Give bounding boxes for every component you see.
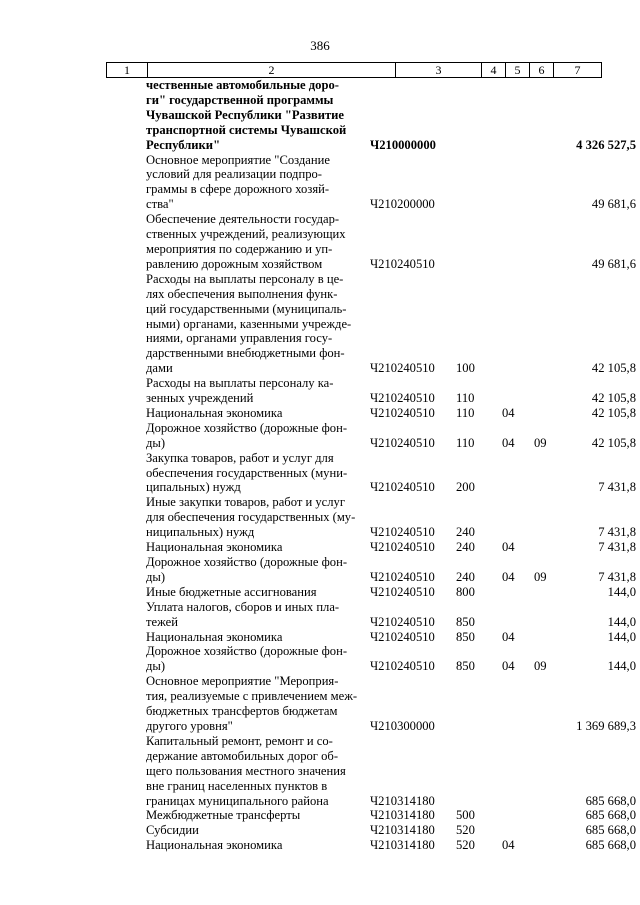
row-section: [502, 272, 534, 376]
row-code: Ч210240510: [370, 391, 435, 406]
row-section: 04: [502, 405, 515, 420]
row-sum: 42 105,8: [591, 391, 636, 406]
row-sum: 7 431,8: [598, 540, 636, 555]
table-row: [0, 838, 640, 853]
table-row: [0, 406, 640, 421]
row-section: [502, 212, 534, 272]
row-section: [502, 585, 534, 600]
row-code: Ч210314180: [370, 823, 435, 838]
table-row: [0, 451, 640, 496]
row-section: 04: [502, 838, 515, 853]
row-expense-type: 240: [456, 569, 475, 584]
row-expense-type: 110: [456, 391, 475, 406]
table-row: [0, 585, 640, 600]
row-subsection: [534, 823, 560, 838]
table-row: [0, 153, 640, 213]
table-row: [0, 808, 640, 823]
row-expense-type: 850: [456, 629, 475, 644]
row-sum: 42 105,8: [591, 435, 636, 450]
row-expense-type: 240: [456, 525, 475, 540]
row-code: Ч210240510: [370, 480, 435, 495]
row-name: Основное мероприятие "Мероприя- тия, реализуемые с привлечением меж- бюджетных трансфертов бюджетам другого уровня": [146, 674, 358, 733]
row-subsection: [534, 451, 560, 496]
row-section: [502, 376, 534, 406]
row-sum: 42 105,8: [591, 405, 636, 420]
row-expense-type: [456, 734, 502, 809]
row-code: Ч210200000: [370, 197, 435, 212]
row-expense-type: 520: [456, 838, 475, 853]
row-code: Ч210240510: [370, 256, 435, 271]
row-section: [502, 600, 534, 630]
row-code: Ч210240510: [370, 614, 435, 629]
table-row: [0, 555, 640, 585]
row-code: Ч210240510: [370, 361, 435, 376]
row-code: Ч210300000: [370, 718, 435, 733]
row-subsection: [534, 153, 560, 213]
row-section: [502, 451, 534, 496]
row-section: 04: [502, 569, 515, 584]
row-sum: 7 431,8: [598, 480, 636, 495]
row-name: Субсидии: [146, 823, 199, 838]
table-row: [0, 630, 640, 645]
row-code: Ч210314180: [370, 838, 435, 853]
table-row: [0, 376, 640, 406]
row-sum: 49 681,6: [591, 256, 636, 271]
row-name: Основное мероприятие "Создание условий для реализации подпро- граммы в сфере дорожного хозяй- ства": [146, 152, 330, 212]
row-name: Дорожное хозяйство (дорожные фон- ды): [146, 420, 348, 450]
row-name: Расходы на выплаты персоналу в це- лях обеспечения выполнения функ- ций государственными (муниципаль- ными) органами, казенными учрежде- ниями, органами управления госу- дарственными внебюджетными фон- дами: [146, 271, 352, 376]
row-name: Закупка товаров, работ и услуг для обеспечения государственных (муни- ципальных) нужд: [146, 450, 348, 495]
table-row: [0, 421, 640, 451]
row-expense-type: [456, 78, 502, 153]
row-subsection: [534, 495, 560, 540]
row-expense-type: 850: [456, 659, 475, 674]
header-col-2: 2: [147, 63, 395, 77]
table-row: [0, 734, 640, 809]
table-row: [0, 823, 640, 838]
page-number: 386: [310, 38, 330, 53]
row-subsection: [534, 734, 560, 809]
table-row: [0, 600, 640, 630]
table-row: [0, 495, 640, 540]
row-sum: 685 668,0: [585, 808, 636, 823]
table-row: [0, 78, 640, 153]
row-sum: 144,0: [607, 584, 636, 599]
table-row: [0, 674, 640, 734]
row-expense-type: 520: [456, 823, 475, 838]
row-section: [502, 495, 534, 540]
row-name: Иные закупки товаров, работ и услуг для обеспечения государственных (му- ниципальных) нужд: [146, 495, 356, 540]
row-code: Ч210240510: [370, 584, 435, 599]
row-expense-type: 200: [456, 480, 475, 495]
row-subsection: [534, 540, 560, 555]
row-name: Национальная экономика: [146, 405, 283, 420]
row-sum: 49 681,6: [591, 197, 636, 212]
row-subsection: 09: [534, 569, 547, 584]
row-subsection: 09: [534, 435, 547, 450]
row-subsection: [534, 212, 560, 272]
row-sum: 144,0: [607, 614, 636, 629]
row-name: Национальная экономика: [146, 629, 283, 644]
row-code: Ч210240510: [370, 525, 435, 540]
row-expense-type: 110: [456, 405, 475, 420]
row-name: Национальная экономика: [146, 540, 283, 555]
row-name: Национальная экономика: [146, 838, 283, 853]
row-subsection: [534, 78, 560, 153]
row-expense-type: [456, 674, 502, 734]
row-subsection: [534, 630, 560, 645]
row-code: Ч210314180: [370, 808, 435, 823]
row-sum: 7 431,8: [598, 569, 636, 584]
row-expense-type: 110: [456, 435, 475, 450]
row-name: Расходы на выплаты персоналу ка- зенных учреждений: [146, 376, 334, 406]
row-sum: 685 668,0: [585, 838, 636, 853]
row-name: Дорожное хозяйство (дорожные фон- ды): [146, 555, 348, 584]
header-col-4: 4: [481, 63, 505, 77]
row-expense-type: [456, 153, 502, 213]
row-expense-type: [456, 212, 502, 272]
row-expense-type: 850: [456, 614, 475, 629]
row-name: Уплата налогов, сборов и иных пла- тежей: [146, 599, 340, 629]
row-name: Обеспечение деятельности государ- ственных учреждений, реализующих мероприятия по содержанию и уп- равлению дорожным хозяйством: [146, 212, 346, 271]
row-section: 04: [502, 435, 515, 450]
table-row: [0, 540, 640, 555]
header-col-5: 5: [505, 63, 529, 77]
table-row: [0, 212, 640, 272]
row-name: чественные автомобильные доро- ги" государственной программы Чувашской Республики "Развитие транспортной системы Чувашской Республики": [146, 78, 347, 152]
table-body: [0, 78, 640, 853]
row-subsection: [534, 406, 560, 421]
row-sum: 144,0: [607, 629, 636, 644]
row-subsection: [534, 674, 560, 734]
row-expense-type: 100: [456, 361, 475, 376]
row-sum: 42 105,8: [591, 361, 636, 376]
row-code: Ч210240510: [370, 435, 435, 450]
header-col-6: 6: [529, 63, 553, 77]
row-code: Ч210240510: [370, 569, 435, 584]
row-expense-type: 500: [456, 808, 475, 823]
row-section: 04: [502, 540, 515, 555]
row-section: [502, 674, 534, 734]
row-expense-type: 800: [456, 584, 475, 599]
row-sum: 7 431,8: [598, 525, 636, 540]
header-col-1: 1: [124, 63, 130, 77]
row-sum: 1 369 689,3: [576, 718, 636, 733]
row-subsection: 09: [534, 659, 547, 674]
header-col-3: 3: [395, 63, 481, 77]
row-code: Ч210240510: [370, 659, 435, 674]
row-code: Ч210240510: [370, 405, 435, 420]
table-row: [0, 644, 640, 674]
row-code: Ч210000000: [370, 137, 436, 152]
row-subsection: [534, 585, 560, 600]
row-subsection: [534, 272, 560, 376]
row-section: [502, 823, 534, 838]
row-section: [502, 153, 534, 213]
row-section: [502, 78, 534, 153]
row-subsection: [534, 808, 560, 823]
header-col-7: 7: [553, 63, 601, 77]
table-header: [106, 62, 602, 78]
row-name: Межбюджетные трансферты: [146, 808, 301, 823]
table-row: [0, 272, 640, 376]
row-section: 04: [502, 659, 515, 674]
row-name: Капитальный ремонт, ремонт и со- держание автомобильных дорог об- щего пользования местного значения вне границ населенных пунктов в границах муниципального района: [146, 733, 346, 808]
row-subsection: [534, 600, 560, 630]
row-code: Ч210240510: [370, 540, 435, 555]
row-subsection: [534, 838, 560, 853]
row-sum: 4 326 527,5: [576, 137, 636, 152]
row-sum: 144,0: [607, 659, 636, 674]
row-section: [502, 808, 534, 823]
row-name: Иные бюджетные ассигнования: [146, 584, 317, 599]
row-section: 04: [502, 629, 515, 644]
row-code: Ч210314180: [370, 793, 435, 808]
row-subsection: [534, 376, 560, 406]
row-name: Дорожное хозяйство (дорожные фон- ды): [146, 644, 348, 674]
row-expense-type: 240: [456, 540, 475, 555]
row-section: [502, 734, 534, 809]
row-code: Ч210240510: [370, 629, 435, 644]
row-sum: 685 668,0: [585, 793, 636, 808]
row-sum: 685 668,0: [585, 823, 636, 838]
